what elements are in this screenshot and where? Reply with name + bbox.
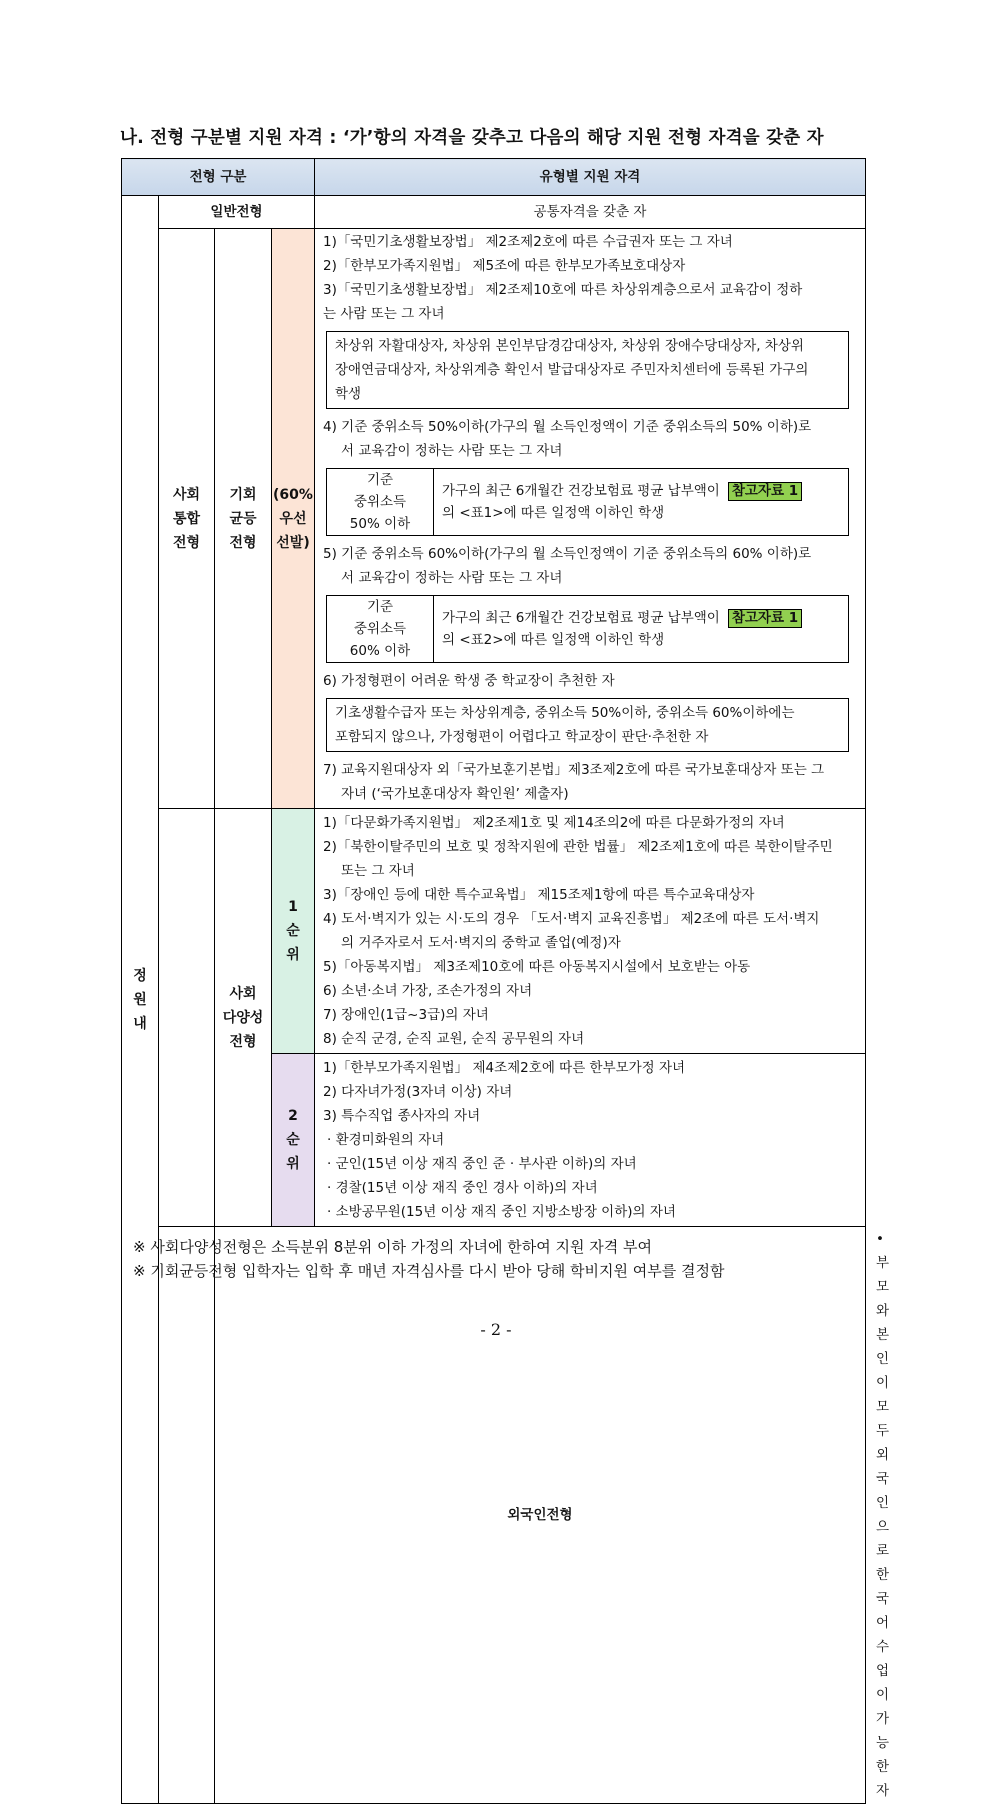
eo-item-7-line2: 자녀 (‘국가보훈대상자 확인원’ 제출자) <box>341 786 569 802</box>
box1-line1: 차상위 자활대상자, 차상위 본인부담경감대상자, 차상위 장애수당대상자, 차상위 <box>335 338 804 354</box>
median-50-line1: 가구의 최근 6개월간 건강보험료 평균 납부액이 <box>442 483 720 499</box>
rank1-item: 8) 순직 군경, 순직 교원, 순직 공무원의 자녀 <box>323 1031 585 1047</box>
eo-items-1-3 <box>315 229 866 329</box>
reference-badge-2: 참고자료 1 <box>728 609 802 628</box>
rank2-item: 1)「한부모가족지원법」 제4조제2호에 따른 한부모가정 자녀 <box>323 1060 686 1076</box>
box1-line3: 학생 <box>335 386 362 402</box>
median-60-line1: 가구의 최근 6개월간 건강보험료 평균 납부액이 <box>442 610 720 626</box>
rank1-item: 의 거주자로서 도서·벽지의 중학교 졸업(예정)자 <box>341 935 621 951</box>
eo-item-7-line1: 7) 교육지원대상자 외「국가보훈기본법」제3조제2호에 따른 국가보훈대상자 또는 그 <box>323 762 825 778</box>
median-60-label: 기준 중위소득 60% 이하 <box>327 596 434 663</box>
median-50-line2: 의 <표1>에 따른 일정액 이하인 학생 <box>442 505 665 521</box>
eo-item-4-line2: 서 교육감이 정하는 사람 또는 그 자녀 <box>341 443 563 459</box>
rank2-item: · 환경미화원의 자녀 <box>327 1132 445 1148</box>
section-heading: 나. 전형 구분별 지원 자격 : ‘가’항의 자격을 갖추고 다음의 해당 지원 전형 자격을 갖춘 자 <box>120 128 824 148</box>
priority-label: (60% 우선 선발) <box>272 229 315 809</box>
reference-badge-1: 참고자료 1 <box>728 482 802 501</box>
near-poverty-box <box>326 331 849 409</box>
general-qualification: 공통자격을 갖춘 자 <box>315 196 866 229</box>
box2-line2: 포함되지 않으나, 가정형편이 어렵다고 학교장이 판단·추천한 자 <box>335 729 709 745</box>
box1-line2: 장애연금대상자, 차상위계층 확인서 발급대상자로 주민자치센터에 등록된 가구의 <box>335 362 809 378</box>
median-60-line2: 의 <표2>에 따른 일정액 이하인 학생 <box>442 632 665 648</box>
eo-item-4-line1: 4) 기준 중위소득 50%이하(가구의 월 소득인정액이 기준 중위소득의 50% 이하)로 <box>323 419 812 435</box>
header-qualification: 유형별 지원 자격 <box>315 159 866 196</box>
jeongwonnae-label: 정 원 내 <box>122 196 159 1804</box>
median-income-50-table <box>326 468 849 536</box>
rank2-item: 2) 다자녀가정(3자녀 이상) 자녀 <box>323 1084 513 1100</box>
rank2-label: 2 순 위 <box>272 1054 315 1227</box>
rank1-item: 6) 소년·소녀 가장, 조손가정의 자녀 <box>323 983 533 999</box>
rank2-item: · 경찰(15년 이상 재직 중인 경사 이하)의 자녀 <box>327 1180 598 1196</box>
rank1-items <box>315 809 866 1054</box>
eo-item-1: 1)「국민기초생활보장법」 제2조제2호에 따른 수급권자 또는 그 자녀 <box>323 234 733 250</box>
social-integration-label: 사회 통합 전형 <box>159 229 215 809</box>
eo-item-5-line2: 서 교육감이 정하는 사람 또는 그 자녀 <box>341 570 563 586</box>
rank2-item: · 군인(15년 이상 재직 중인 준 · 부사관 이하)의 자녀 <box>327 1156 637 1172</box>
footnote: ※ 사회다양성전형은 소득분위 8분위 이하 가정의 자녀에 한하여 지원 자격 부여 <box>133 1238 652 1256</box>
diversity-label: 사회 다양성 전형 <box>215 809 272 1227</box>
rank1-item: 또는 그 자녀 <box>341 863 415 879</box>
rank1-item: 5)「아동복지법」 제3조제10호에 따른 아동복지시설에서 보호받는 아동 <box>323 959 751 975</box>
eo-item-5-line1: 5) 기준 중위소득 60%이하(가구의 월 소득인정액이 기준 중위소득의 60% 이하)로 <box>323 546 812 562</box>
foreigner-label: 외국인전형 <box>215 1227 866 1804</box>
rank1-item: 3)「장애인 등에 대한 특수교육법」 제15조제1항에 따른 특수교육대상자 <box>323 887 755 903</box>
eo-item-3-line2: 는 사람 또는 그 자녀 <box>323 306 445 322</box>
rank1-item: 4) 도서·벽지가 있는 시·도의 경우 「도서·벽지 교육진흥법」 제2조에 따른 도서·벽지 <box>323 911 820 927</box>
eo-item-6: 6) 가정형편이 어려운 학생 중 학교장이 추천한 자 <box>323 673 615 689</box>
rank1-item: 1)「다문화가족지원법」 제2조제1호 및 제14조의2에 따른 다문화가정의 자녀 <box>323 815 785 831</box>
box2-line1: 기초생활수급자 또는 차상위계층, 중위소득 50%이하, 중위소득 60%이하에는 <box>335 705 795 721</box>
equal-opportunity-label: 기회 균등 전형 <box>215 229 272 809</box>
rank2-item: · 소방공무원(15년 이상 재직 중인 지방소방장 이하)의 자녀 <box>327 1204 676 1220</box>
eo-item-3-line1: 3)「국민기초생활보장법」 제2조제10호에 따른 차상위계층으로서 교육감이 정하 <box>323 282 803 298</box>
general-label: 일반전형 <box>159 196 315 229</box>
footnote: ※ 기회균등전형 입학자는 입학 후 매년 자격심사를 다시 받아 당해 학비지원 여부를 결정함 <box>133 1262 725 1280</box>
eligibility-table: 전형 구분 유형별 지원 자격 정 원 내 일반전형 공통자격을 갖춘 자 사회 통합 전형 기회 균등 전형 (60% 우선 선발) 1)「국민기초생활보장법」 제2조제2호에 따른 수급권자 또는 그 자녀 2)「한부모가족지원법」 제5조에 따른 한부모가족보호대상자 3)「국민기초생활보장법」 제2조제10호에 따른 차상위계층으로서 교육감이 정하 는 사람 또는 그 자녀 차상위 자활대상자, 차상위 본인부담경감대상자, 차상위 장애수당대상자, 차상위 장애연금대상자, 차상위계층 확인서 발급대상자로 주민자치센터에 등록된 가구의 학생 4) 기준 중위소득 50%이하(가구의 월 소득인정액이 기준 중위소득의 50% 이하)로 서 교육감이 정하는 사람 또는 그 자녀 기준 중위소득 50% 이하 가구의 최근 6개월간 건강보험료 평균 납부액이 참고자료 1 의 <표1>에 따른 일정액 이하인 학생 5) 기준 중위소득 60%이하(가구의 월 소득인정액이 기준 중위소득의 60% 이하)로 서 교육감이 정하는 사람 또는 그 자녀 기준 중위소득 60% 이하 가구의 최근 6개월간 건강보험료 평균 납부액이 참고자료 1 의 <표2>에 따른 일정액 이하인 학생 6) 가정형편이 어려운 학생 중 학교장이 추천한 자 기초생활수급자 또는 차상위계층, 중위소득 50%이하, 중위소득 60%이하에는 포함되지 않으나, 가정형편이 어렵다고 학교장이 판단·추천한 자 7) 교육지원대상자 외「국가보훈기본법」제3조제2호에 따른 국가보훈대상자 또는 그 자녀 (‘국가보훈대상자 확인원’ 제출자) 사회 다양성 전형 1 순 위 1)「다문화가족지원법」 제2조제1호 및 제14조의2에 따른 다문화가정의 자녀 2)「북한이탈주민의 보호 및 정착지원에 관한 법률」 제2조제1호에 따른 북한이탈주민 또는 그 자녀 3)「장애인 등에 대한 특수교육법」 제15조제1항에 따른 특수교육대상자 4) 도서·벽지가 있는 시·도의 경우 「도서·벽지 교육진흥법」 제2조에 따른 도서·벽지 의 거주자로서 도서·벽지의 중학교 졸업(예정)자 5)「아동복지법」 제3조제10호에 따른 아동복지시설에서 보호받는 아동 6) 소년·소녀 가장, 조손가정의 자녀 7) 장애인(1급~3급)의 자녀 8) 순직 군경, 순직 교원, 순직 공무원의 자녀 2 순 위 1)「한부모가족지원법」 제4조제2호에 따른 한부모가정 자녀 2) 다자녀가정(3자녀 이상) 자녀 3) 특수직업 종사자의 자녀 · 환경미화원의 자녀 · 군인(15년 이상 재직 중인 준 · 부사관 이하)의 자녀 · 경찰(15년 이상 재직 중인 경사 이하)의 자녀 · 소방공무원(15년 이상 재직 중인 지방소방장 이하)의 자녀 외국인전형 • 부모와 본인이 모두 외국인으로 한국어 수업이 가능한 자 <box>121 158 866 1804</box>
rank2-items <box>315 1054 866 1227</box>
median-50-label: 기준 중위소득 50% 이하 <box>327 469 434 536</box>
rank1-label: 1 순 위 <box>272 809 315 1054</box>
rank1-item: 7) 장애인(1급~3급)의 자녀 <box>323 1007 489 1023</box>
principal-recommend-box <box>326 698 849 752</box>
footnotes <box>133 1235 724 1283</box>
header-category: 전형 구분 <box>122 159 315 196</box>
page-number: - 2 - <box>480 1320 512 1339</box>
eo-item-2: 2)「한부모가족지원법」 제5조에 따른 한부모가족보호대상자 <box>323 258 686 274</box>
rank1-item: 2)「북한이탈주민의 보호 및 정착지원에 관한 법률」 제2조제1호에 따른 북한이탈주민 <box>323 839 833 855</box>
median-income-60-table <box>326 595 849 663</box>
rank2-item: 3) 특수직업 종사자의 자녀 <box>323 1108 481 1124</box>
